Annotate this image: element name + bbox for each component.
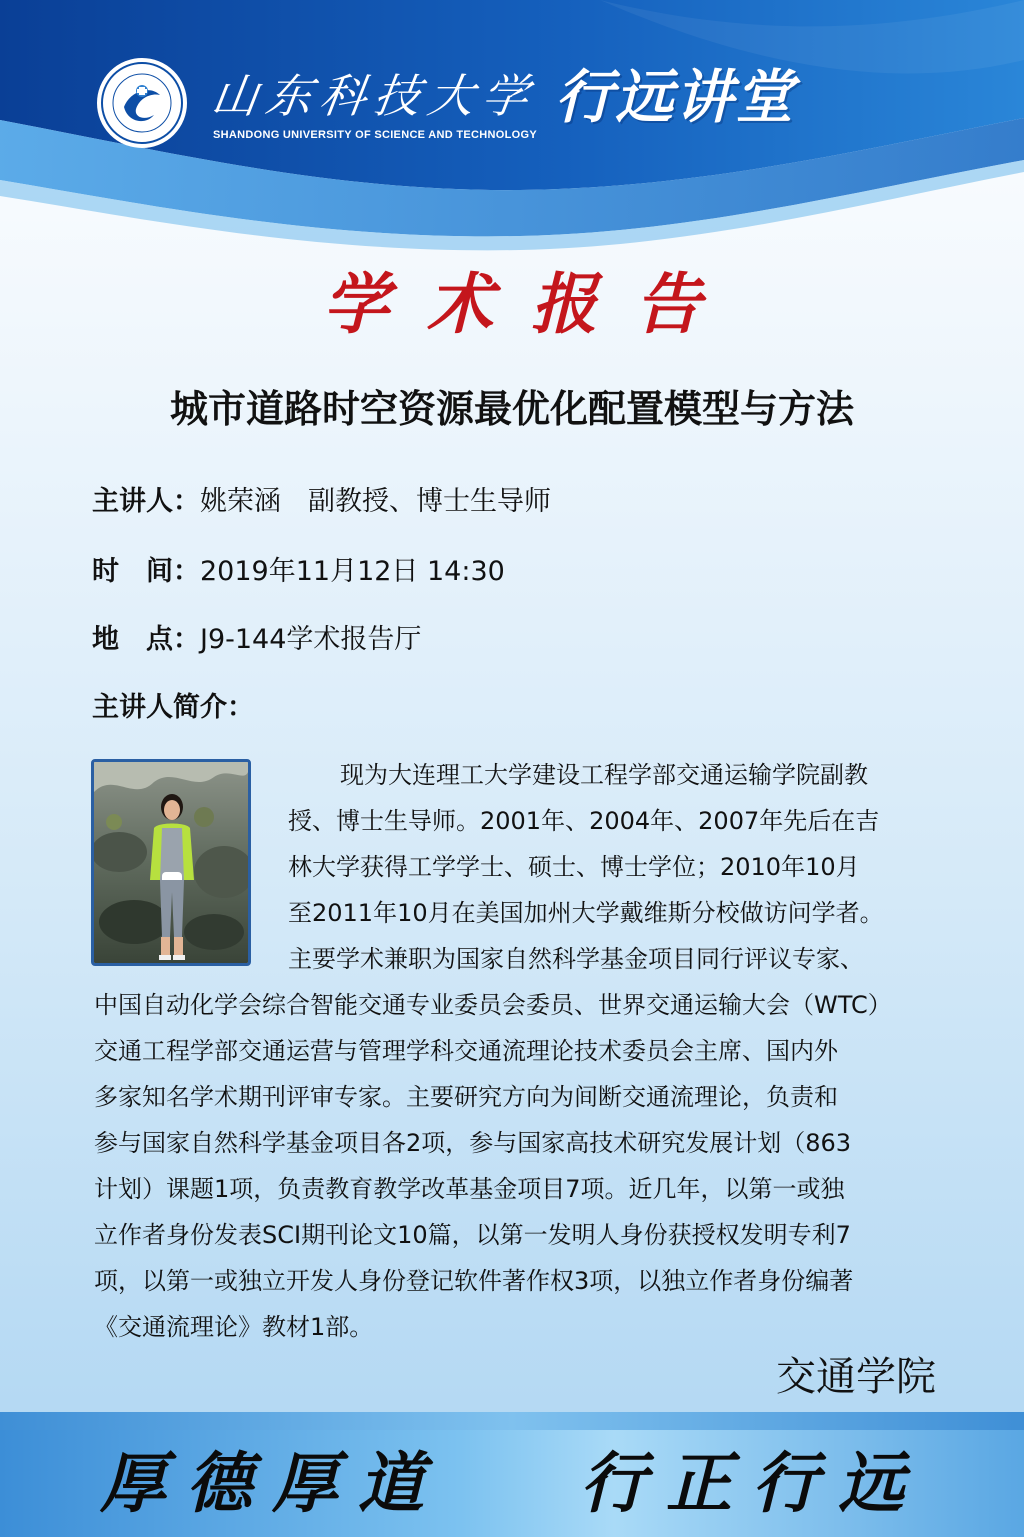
bio-line: 交通工程学部交通运营与管理学科交通流理论技术委员会主席、国内外 [94, 1037, 838, 1065]
time-value: 2019年11月12日 14:30 [200, 556, 505, 587]
time-label: 时 间 [92, 556, 173, 587]
speaker-row [92, 482, 551, 522]
motto-left: 厚德厚道 [100, 1444, 444, 1522]
bio-line: 计划）课题1项，负责教育教学改革基金项目7项。近几年，以第一或独 [94, 1175, 845, 1203]
bio-line: 至2011年10月在美国加州大学戴维斯分校做访问学者。 [288, 899, 884, 927]
lecture-series-name: 行远讲堂 [555, 63, 796, 131]
bio-line: 林大学获得工学学士、硕士、博士学位；2010年10月 [288, 853, 860, 881]
speaker-label: 主讲人 [92, 486, 173, 517]
university-name-en: SHANDONG UNIVERSITY OF SCIENCE AND TECHNOLOGY [213, 129, 537, 141]
department-name: 交通学院 [776, 1354, 936, 1400]
footer-stripe [0, 1412, 1024, 1430]
bio-line: 《交通流理论》教材1部。 [94, 1313, 374, 1341]
colon: ： [173, 624, 200, 655]
speaker-photo-image [94, 762, 248, 963]
colon: ： [173, 486, 200, 517]
place-label: 地 点 [92, 624, 173, 655]
bio-line: 多家知名学术期刊评审专家。主要研究方向为间断交通流理论，负责和 [94, 1083, 838, 1111]
bio-line: 主要学术兼职为国家自然科学基金项目同行评议专家、 [288, 945, 864, 973]
bio-line: 授、博士生导师。2001年、2004年、2007年先后在吉 [288, 807, 880, 835]
bio-line: 参与国家自然科学基金项目各2项，参与国家高技术研究发展计划（863 [94, 1129, 852, 1157]
talk-title: 城市道路时空资源最优化配置模型与方法 [169, 387, 854, 431]
colon: ： [173, 556, 200, 587]
header-banner [0, 0, 1024, 260]
time-row [92, 552, 505, 592]
university-name-cn: 山东科技大学 [208, 69, 540, 123]
motto-right: 行正行远 [580, 1444, 924, 1522]
place-row [92, 620, 421, 660]
university-logo [97, 58, 187, 148]
speaker-photo [91, 759, 251, 966]
place-value: J9-144学术报告厅 [200, 624, 422, 655]
bio-line: 项，以第一或独立开发人身份登记软件著作权3项，以独立作者身份编著 [94, 1267, 854, 1295]
poster-title: 学术报告 [323, 265, 739, 343]
bio-line: 现为大连理工大学建设工程学部交通运输学院副教 [340, 761, 868, 789]
bio-line: 立作者身份发表SCI期刊论文10篇，以第一发明人身份获授权发明专利7 [94, 1221, 851, 1249]
bio-heading-row [92, 688, 254, 728]
bio-line: 中国自动化学会综合智能交通专业委员会委员、世界交通运输大会（WTC） [94, 991, 892, 1019]
colon: ： [227, 692, 254, 723]
logo-emblem-icon [100, 61, 184, 145]
bio-label: 主讲人简介 [92, 692, 227, 723]
speaker-value: 姚荣涵 副教授、博士生导师 [200, 486, 551, 517]
